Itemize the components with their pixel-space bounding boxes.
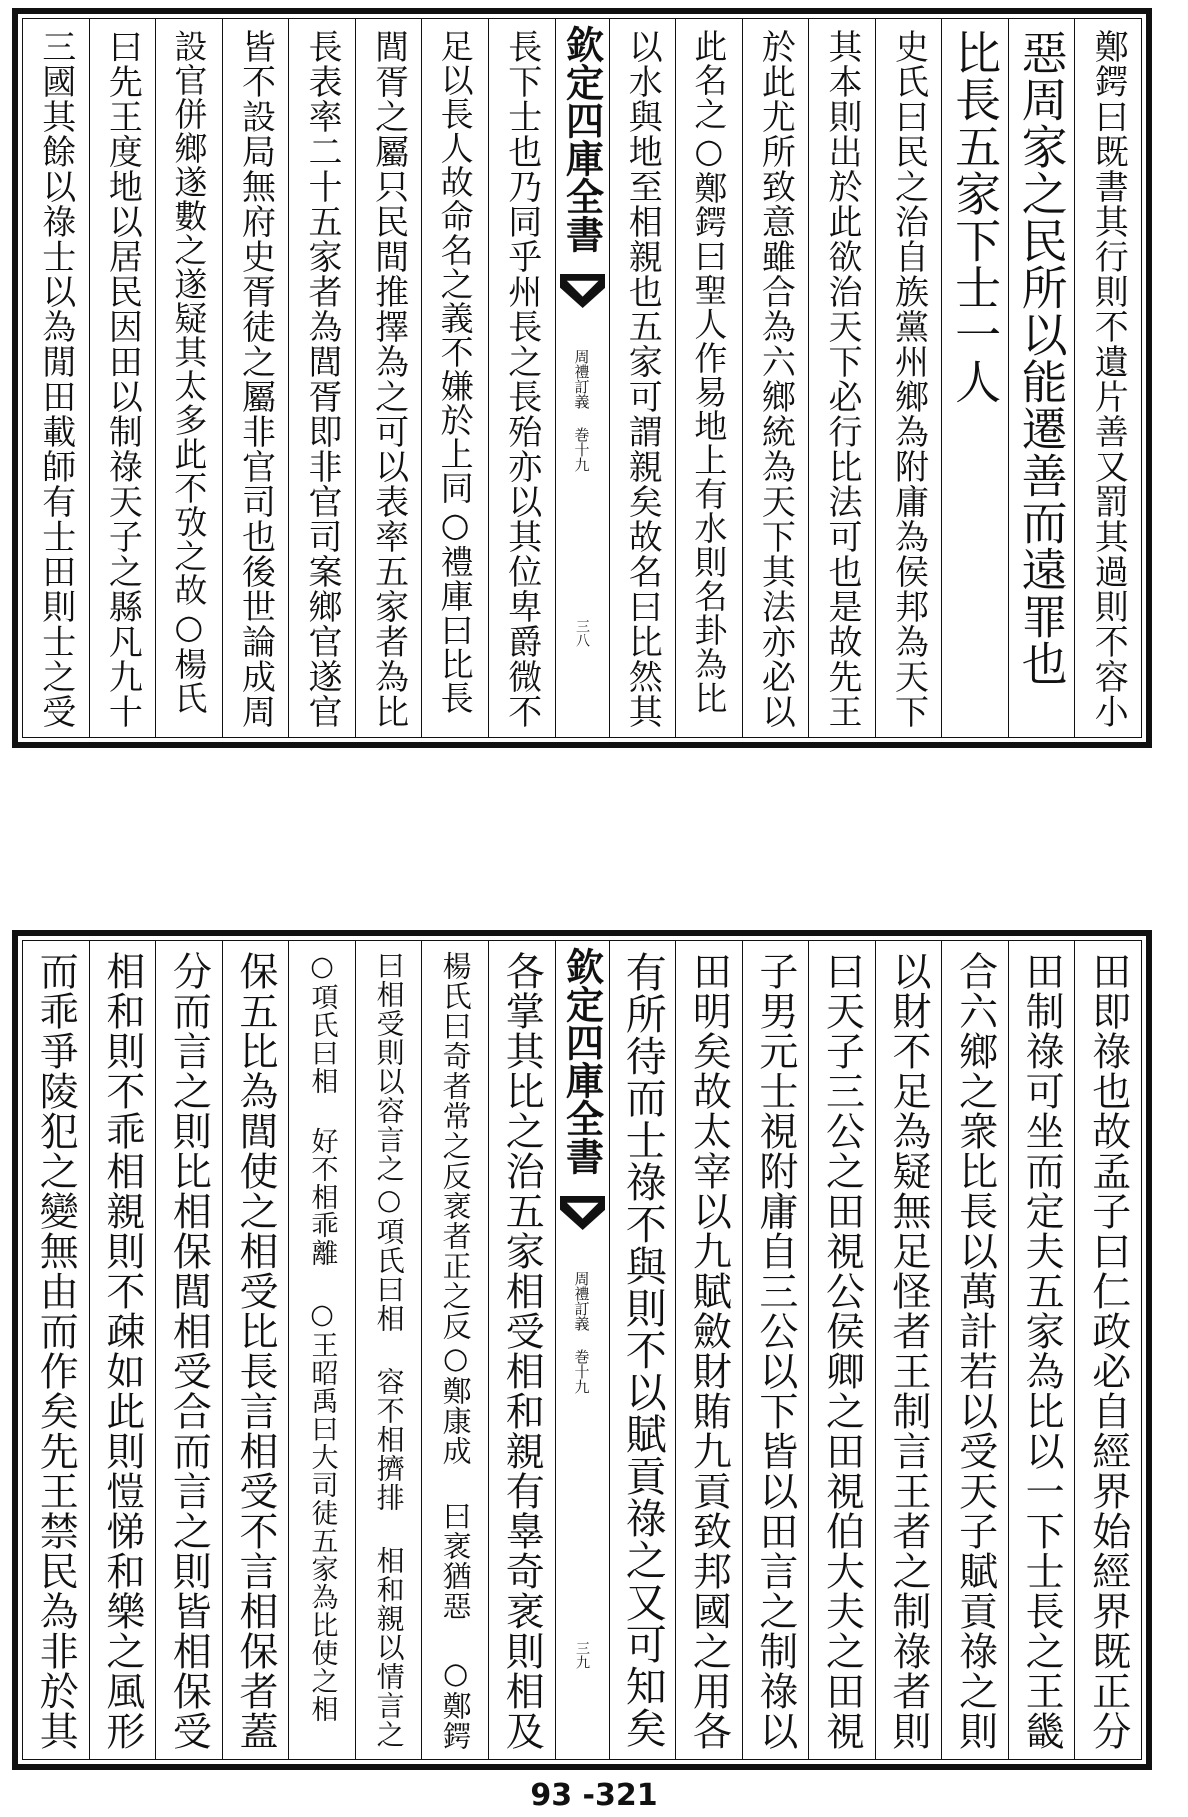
column-text: 各掌其比之治五家相受相和親有辠奇衺則相及 [499, 951, 545, 1751]
column-text: 於此尤所致意雖合為六鄉統為天下其法亦必以 [755, 29, 796, 729]
column-text: ○項氏曰相 好不相乖離 ○王昭禹曰大司徒五家為比使之相 [306, 951, 338, 1723]
text-column [1074, 941, 1141, 1759]
column-text: 田明矣故太宰以九賦斂財賄九貢致邦國之用各 [686, 951, 732, 1751]
text-column [742, 19, 809, 737]
top-page-columns [23, 19, 1141, 737]
column-text: 此名之○鄭鍔曰聖人作易地上有水則名卦為比 [689, 29, 729, 715]
text-column [89, 19, 156, 737]
gutter-subtitle: 周禮訂義 巻十九 [572, 1271, 591, 1394]
text-column [1074, 19, 1141, 737]
column-text: 田即祿也故孟子曰仁政必自經界始經界既正分 [1085, 951, 1131, 1751]
text-column [222, 941, 289, 1759]
text-column [808, 941, 875, 1759]
column-text: 以水與地至相親也五家可謂親矣故名曰比然其 [622, 29, 663, 729]
column-text: 曰相受則以容言之○項氏曰相 容不相擠排 相和親以情言之 [372, 951, 406, 1749]
fish-tail-ornament-icon [560, 274, 605, 308]
text-column [675, 19, 742, 737]
column-text: 足以長人故命名之義不嫌於上同○禮庫曰比長 [435, 29, 475, 715]
text-column [355, 19, 422, 737]
text-column [488, 941, 555, 1759]
column-text: 曰天子三公之田視公侯卿之田視伯大夫之田視 [819, 951, 865, 1751]
top-page [12, 8, 1152, 748]
text-column [355, 941, 422, 1759]
text-column [421, 941, 488, 1759]
text-column [875, 941, 942, 1759]
text-column [742, 941, 809, 1759]
gutter-page-number: 三八 [574, 619, 590, 647]
column-text: 楊氏曰奇者常之反衺者正之反○鄭康成 曰衺猶惡 ○鄭鍔 [438, 951, 473, 1751]
text-column [23, 19, 89, 737]
fish-tail-ornament-icon [560, 1196, 605, 1230]
column-text: 分而言之則比相保閭相受合而言之則皆相保受 [166, 951, 212, 1751]
text-column [155, 941, 222, 1759]
text-column [421, 19, 488, 737]
column-text: 相和則不乖相親則不疎如此則愷悌和樂之風形 [99, 951, 145, 1751]
text-column [89, 941, 156, 1759]
column-text: 三國其餘以祿士以為閒田載師有士田則士之受 [35, 29, 76, 729]
column-text: 以財不足為疑無足怪者王制言王者之制祿者則 [886, 951, 932, 1751]
column-text: 而乖爭陵犯之變無由而作矣先王禁民為非於其 [33, 951, 79, 1751]
column-text: 田制祿可坐而定夫五家為比以一下士長之王畿 [1019, 951, 1065, 1751]
column-text: 有所待而士祿不與則不以賦貢祿之又可知矣 [618, 951, 667, 1749]
center-gutter [555, 941, 609, 1759]
text-column [875, 19, 942, 737]
gutter-page-number: 三九 [574, 1641, 590, 1669]
text-column [675, 941, 742, 1759]
column-text: 惡周家之民所以能遷善而遠罪也 [1014, 29, 1069, 687]
text-column [1008, 19, 1075, 737]
text-column [488, 19, 555, 737]
column-text: 曰先王度地以居民因田以制祿天子之縣凡九十 [102, 29, 143, 729]
text-column [155, 19, 222, 737]
column-text: 皆不設局無府史胥徒之屬非官司也後世論成周 [235, 29, 276, 729]
gutter-title: 欽定四庫全書 [559, 947, 605, 1175]
text-column [609, 941, 676, 1759]
column-text: 比長五家下士一人 [948, 29, 1003, 405]
text-column [1008, 941, 1075, 1759]
text-column [808, 19, 875, 737]
text-column [23, 941, 89, 1759]
column-text: 設官併鄉遂數之遂疑其太多此不攷之故○楊氏 [169, 29, 209, 715]
bottom-page-columns [23, 941, 1141, 1759]
text-column [941, 19, 1008, 737]
column-text: 長下士也乃同乎州長之長殆亦以其位卑爵微不 [501, 29, 542, 729]
page-number-footer: 93 -321 [530, 1778, 658, 1813]
column-text: 合六鄉之衆比長以萬計若以受天子賦貢祿之則 [952, 951, 998, 1751]
gutter-title: 欽定四庫全書 [559, 25, 605, 253]
column-text: 子男元士視附庸自三公以下皆以田言之制祿以 [752, 951, 798, 1751]
text-column [288, 941, 355, 1759]
column-text: 史氏曰民之治自族黨州鄉為附庸為侯邦為天下 [888, 29, 929, 729]
column-text: 鄭鍔曰既書其行則不遺片善又罰其過則不容小 [1088, 29, 1129, 729]
bottom-page [12, 930, 1152, 1770]
column-text: 長表率二十五家者為閭胥即非官司案鄉官遂官 [302, 29, 343, 729]
column-text: 保五比為閭使之相受比長言相受不言相保者蓋 [232, 951, 278, 1751]
text-column [288, 19, 355, 737]
gutter-subtitle: 周禮訂義 巻十九 [572, 349, 591, 472]
column-text: 閭胥之屬只民間推擇為之可以表率五家者為比 [368, 29, 409, 729]
text-column [609, 19, 676, 737]
text-column [941, 941, 1008, 1759]
column-text: 其本則出於此欲治天下必行比法可也是故先王 [821, 29, 862, 729]
center-gutter [555, 19, 609, 737]
text-column [222, 19, 289, 737]
